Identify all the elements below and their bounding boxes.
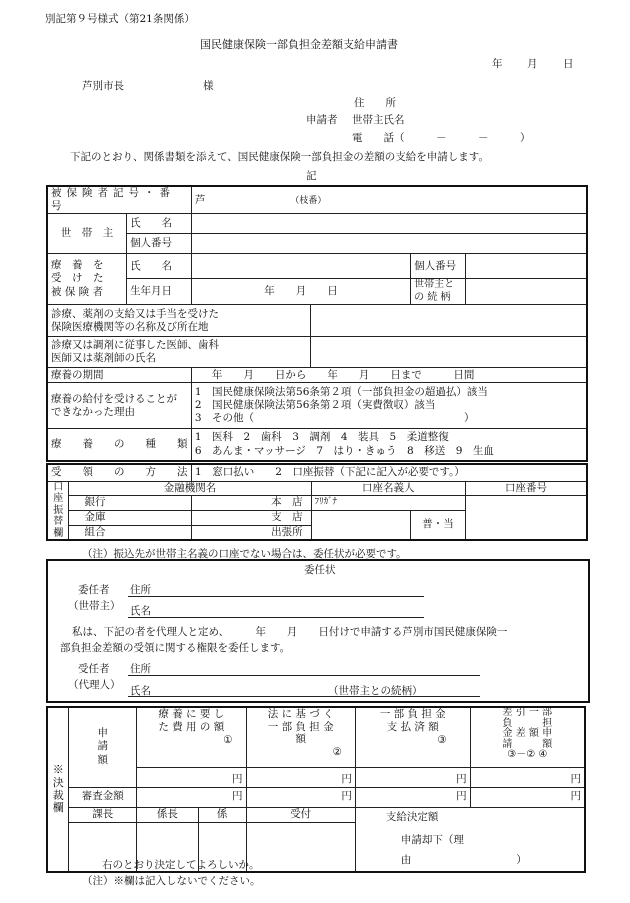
householder-personal-no-label: 個人番号 — [127, 234, 192, 254]
reason-options[interactable]: 1 国民健康保険法第56条第２項（一部負担金の超過払）該当 2 国民健康保険法第56条第２項（実費徴収）該当 3 その他（ ） — [191, 383, 587, 429]
insured-number-label: 被保険者記号・番号 — [47, 186, 191, 214]
birthdate-label: 生年月日 — [127, 279, 192, 305]
bank-type-1: 銀行 — [69, 495, 192, 510]
form-title: 国民健康保険一部負担金差額支給申請書 — [200, 38, 398, 51]
apply-amount-label: 申 請 額 — [69, 707, 137, 787]
recipient-name-label: 氏 名 — [127, 254, 192, 279]
relation-field[interactable] — [465, 279, 587, 305]
applicant-address-label: 住 所 — [354, 97, 396, 109]
approver-staff-label: 係 — [198, 807, 246, 823]
account-table — [46, 463, 588, 541]
insured-number-prefix: 芦 — [194, 193, 206, 206]
intro-text: 下記のとおり、関係書類を添えて、国民健康保険一部負担金の差額の支給を申請します。 — [70, 151, 489, 163]
cost-yen[interactable]: 円 — [137, 767, 246, 787]
applicant-label: 申請者 — [306, 114, 338, 126]
difference-header: 差 引 一 部 負 担 金 差 額 申 請 額 ③－② ④ — [470, 707, 585, 767]
furigana-label: ﾌﾘｶﾞﾅ — [311, 495, 465, 510]
householder-label: 世 帯 主 — [47, 214, 127, 254]
bank-header: 金融機関名 — [69, 481, 311, 495]
note-transfer: （注）振込先が世帯主名義の口座でない場合は、委任状が必要です。 — [82, 548, 407, 560]
delegator-name-line[interactable] — [128, 617, 424, 618]
relation-label: 世帯主と の 続 柄 — [411, 279, 466, 305]
householder-personal-no-field[interactable] — [191, 234, 587, 254]
delegator-address-label: 住所 — [130, 584, 151, 596]
bank-type-2: 金庫 — [69, 510, 192, 525]
receipt-method-options[interactable]: 1 窓口払い 2 口座振替（下記に記入が必要です。） — [192, 464, 587, 481]
doctor-field[interactable] — [311, 337, 587, 368]
bank-type-3: 組合 — [69, 525, 192, 540]
delegator-address-line[interactable] — [128, 596, 424, 597]
period-field[interactable]: 年 月 日から 年 月 日まで 日間 — [191, 368, 587, 383]
doctor-label: 診療又は調剤に従事した医師、歯科 医師又は薬剤師の氏名 — [47, 337, 311, 368]
review-copay-yen[interactable]: 円 — [246, 787, 355, 807]
householder-name-label: 世帯主氏名 — [352, 114, 405, 126]
branch-number-label: （枝番） — [290, 195, 327, 206]
approver-chief-label: 課長 — [69, 807, 137, 823]
delegator-label-2: （世帯主） — [68, 600, 121, 612]
decision-result[interactable]: 支給決定額 申請却下（理由 ） — [355, 807, 585, 872]
agent-label-1: 受任者 — [78, 663, 110, 675]
householder-name-label-cell: 氏 名 — [127, 214, 192, 234]
recipient-personal-no-field[interactable] — [465, 254, 587, 279]
proxy-text-2: 部負担金差額の受領に関する権限を委任します。 — [60, 642, 291, 654]
branch-type-2: 支 店 — [192, 510, 312, 525]
proxy-title: 委任状 — [304, 564, 336, 576]
insured-number-field[interactable] — [191, 186, 587, 214]
agent-label-2: （代理人） — [68, 679, 121, 691]
branch-type-3: 出張所 — [192, 525, 312, 540]
note-decision: （注）※欄は記入しないでください。 — [82, 875, 261, 887]
paid-yen[interactable]: 円 — [355, 767, 470, 787]
difference-yen[interactable]: 円 — [470, 767, 585, 787]
account-type-field[interactable]: 普・当 — [411, 510, 466, 540]
kind-options[interactable]: 1 医科 2 歯科 3 調剤 4 装具 5 柔道整復 6 あんま・マッサージ 7 はり・きゅう 8 移送 9 生血 — [191, 429, 587, 461]
date-month: 月 — [527, 58, 538, 70]
date-day: 日 — [563, 58, 574, 70]
form-number: 別記第９号様式（第21条関係） — [45, 13, 195, 25]
birthdate-field[interactable]: 年 月 日 — [191, 279, 410, 305]
account-side-label: 口座振替欄 — [47, 481, 69, 540]
recipient-label: 療 養 を 受 け た 被 保 険 者 — [47, 254, 127, 305]
honorific: 様 — [203, 80, 214, 92]
review-difference-yen[interactable]: 円 — [470, 787, 585, 807]
cost-header: 療 養 に 要 し た 費 用 の 額 ① — [137, 707, 246, 767]
branch-type-1: 本 店 — [192, 495, 312, 510]
proxy-text-1: 私は、下記の者を代理人と定め、 年 月 日付けで申請する芦別市国民健康保険一 — [72, 626, 508, 638]
main-table — [46, 185, 588, 462]
institution-label: 診療、薬剤の支給又は手当を受けた 保険医療機関等の名称及び所在地 — [47, 305, 311, 337]
review-paid-yen[interactable]: 円 — [355, 787, 470, 807]
account-holder-field[interactable] — [311, 510, 411, 540]
approver-reception-stamp[interactable] — [246, 823, 355, 872]
decision-confirm: 右のとおり決定してよろしいか。 — [102, 859, 260, 871]
institution-field[interactable] — [311, 305, 587, 337]
approver-subchief-label: 係長 — [137, 807, 199, 823]
delegator-name-label: 氏名 — [130, 605, 151, 617]
review-amount-label: 審査金額 — [69, 787, 137, 807]
recipient-personal-no-label: 個人番号 — [411, 254, 466, 279]
agent-address-label: 住所 — [130, 663, 151, 675]
copay-yen[interactable]: 円 — [246, 767, 355, 787]
agent-name-line[interactable] — [128, 696, 480, 697]
review-cost-yen[interactable]: 円 — [137, 787, 246, 807]
receipt-method-label: 受 領 の 方 法 — [47, 464, 192, 481]
holder-header: 口座名義人 — [311, 481, 465, 495]
delegator-label-1: 委任者 — [78, 584, 110, 596]
period-label: 療養の期間 — [47, 368, 191, 383]
agent-relation-label: （世帯主との続柄） — [328, 685, 423, 697]
date-year: 年 — [492, 58, 503, 70]
decision-side-label: ※決裁欄 — [47, 707, 69, 872]
kind-label: 療 養 の 種 類 — [47, 429, 191, 461]
recipient-name-field[interactable] — [191, 254, 410, 279]
phone-label: 電 話（ － － ） — [352, 132, 531, 144]
ki-mark: 記 — [306, 170, 317, 182]
agent-address-line[interactable] — [128, 675, 480, 676]
account-number-header: 口座番号 — [465, 481, 587, 495]
paid-header: 一 部 負 担 金 支 払 済 額 ③ — [355, 707, 470, 767]
reason-label: 療養の給付を受けることが できなかった理由 — [47, 383, 191, 429]
agent-name-label: 氏名 — [130, 685, 151, 697]
account-number-field[interactable] — [465, 495, 587, 540]
decision-table — [46, 706, 586, 873]
addressee: 芦別市長 — [82, 80, 124, 92]
approver-reception-label: 受付 — [246, 807, 355, 823]
householder-name-field[interactable] — [191, 214, 587, 234]
copay-header: 法 に 基 づ く 一 部 負 担 金 額 ② — [246, 707, 355, 767]
